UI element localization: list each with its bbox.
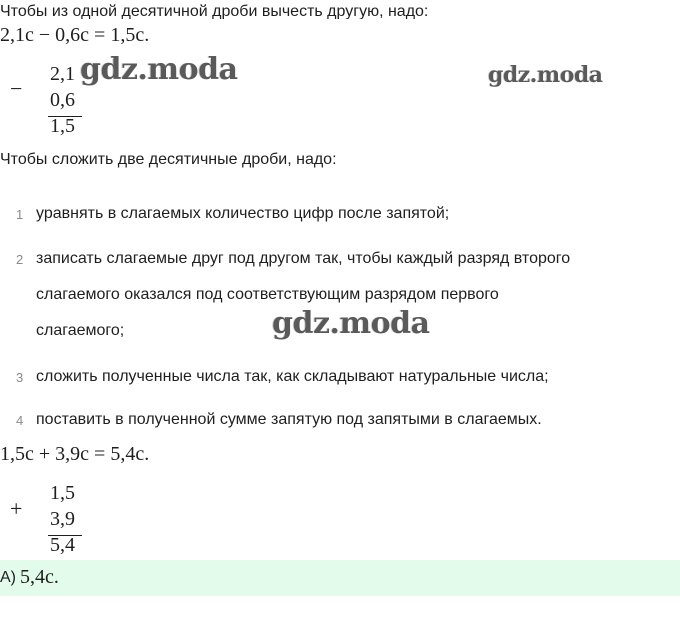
step-text: слагаемого;: [36, 322, 125, 339]
step-number: 2: [16, 252, 24, 267]
minuend: 2,1: [50, 63, 75, 85]
addend-bottom: 3,9: [50, 508, 75, 530]
step-number: 4: [16, 413, 24, 428]
watermark-logo: gdz.moda: [272, 306, 430, 341]
cut-heading: [0, 0, 500, 19]
step-text: записать слагаемые друг под другом так, чтобы каждый разряд второго: [36, 250, 571, 267]
sum: 5,4: [50, 534, 75, 556]
addition-heading: Чтобы сложить две десятичные дроби, надо:: [0, 151, 337, 168]
step-text: сложить полученные числа так, как складывают натуральные числа;: [36, 368, 549, 385]
minus-sign: −: [10, 76, 23, 101]
step-text: уравнять в слагаемых количество цифр после запятой;: [36, 205, 450, 222]
addend-top: 1,5: [50, 482, 75, 504]
answer-bar: [0, 560, 680, 596]
difference: 1,5: [50, 115, 75, 137]
step-text: слагаемого оказался под соответствующим разрядом первого: [36, 286, 499, 303]
plus-sign: +: [10, 496, 23, 521]
watermark-logo: gdz.moda: [488, 62, 603, 88]
step-number: 1: [16, 207, 24, 222]
answer-label: А): [0, 569, 16, 586]
equation-subtraction: 2,1c − 0,6c = 1,5c.: [0, 24, 150, 46]
watermark-logo: gdz.moda: [80, 52, 238, 87]
step-number: 3: [16, 370, 24, 385]
equation-addition: 1,5c + 3,9c = 5,4c.: [0, 443, 150, 465]
subtrahend: 0,6: [50, 89, 75, 111]
step-text: поставить в полученной сумме запятую под запятыми в слагаемых.: [36, 411, 542, 428]
subtraction-heading: Чтобы из одной десятичной дроби вычесть другую, надо:: [0, 3, 429, 19]
answer-value: 5,4c.: [20, 566, 59, 588]
